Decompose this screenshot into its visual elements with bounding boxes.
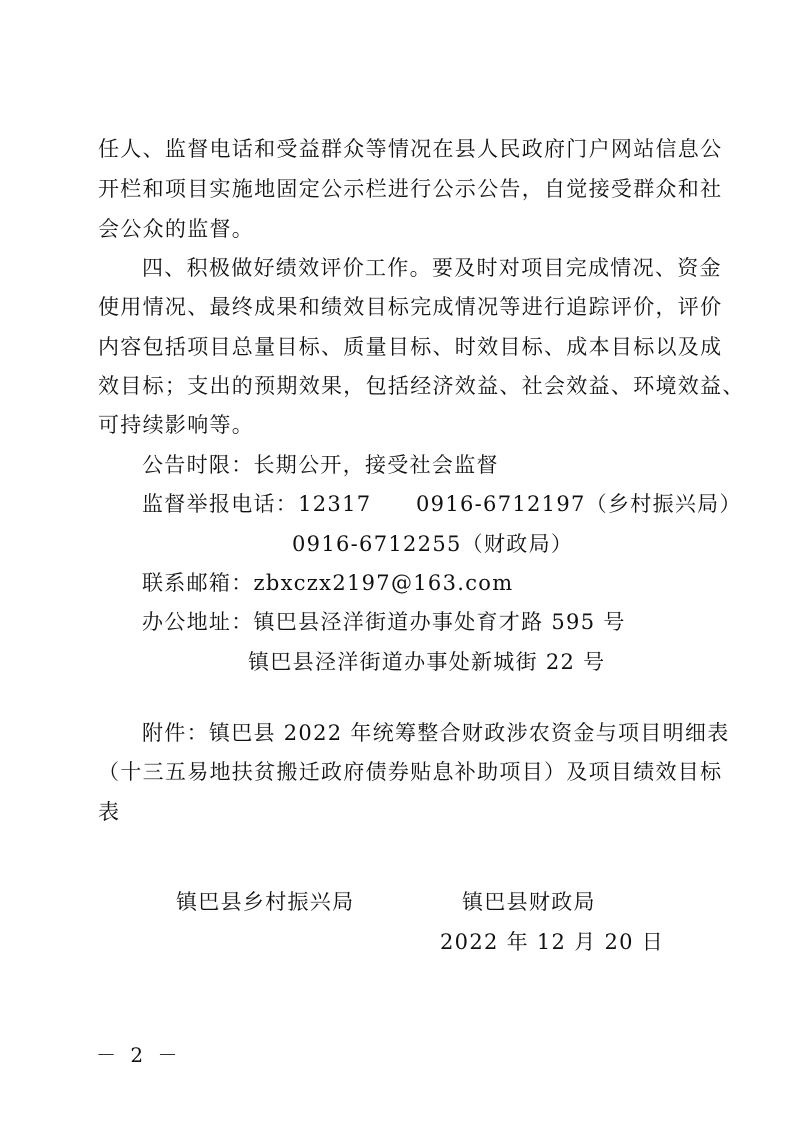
signature-org-rural: 镇巴县乡村振兴局 (176, 890, 355, 914)
attachment-line: 表 (98, 800, 121, 824)
paragraph-line: 四、积极做好绩效评价工作。要及时对项目完成情况、资金 (142, 256, 722, 280)
notice-hotline-finance: 0916-6712255（财政局） (292, 532, 574, 556)
notice-email: 联系邮箱：zbxczx2197@163.com (142, 571, 514, 595)
attachment-line: 附件：镇巴县 2022 年统筹整合财政涉农资金与项目明细表 (142, 721, 730, 745)
attachment-line: （十三五易地扶贫搬迁政府债券贴息补助项目）及项目绩效目标 (98, 760, 723, 784)
paragraph-line: 开栏和项目实施地固定公示栏进行公示公告，自觉接受群众和社 (98, 177, 723, 201)
paragraph-line: 使用情况、最终成果和绩效目标完成情况等进行追踪评价，评价 (98, 295, 723, 319)
notice-address-second: 镇巴县泾洋街道办事处新城街 22 号 (248, 650, 606, 674)
paragraph-line: 任人、监督电话和受益群众等情况在县人民政府门户网站信息公 (98, 137, 723, 161)
signature-org-finance: 镇巴县财政局 (462, 890, 596, 914)
paragraph-line: 内容包括项目总量目标、质量目标、时效目标、成本目标以及成 (98, 335, 723, 359)
notice-period: 公告时限：长期公开，接受社会监督 (142, 453, 499, 477)
paragraph-line: 可持续影响等。 (98, 413, 255, 437)
notice-hotline: 监督举报电话：12317 0916-6712197（乡村振兴局） (142, 492, 742, 516)
paragraph-line: 效目标；支出的预期效果，包括经济效益、社会效益、环境效益、 (98, 374, 745, 398)
signature-date: 2022 年 12 月 20 日 (440, 930, 665, 954)
notice-address: 办公地址：镇巴县泾洋街道办事处育才路 595 号 (142, 610, 626, 634)
paragraph-line: 会公众的监督。 (98, 217, 255, 241)
page-number: － 2 － (96, 1043, 182, 1067)
